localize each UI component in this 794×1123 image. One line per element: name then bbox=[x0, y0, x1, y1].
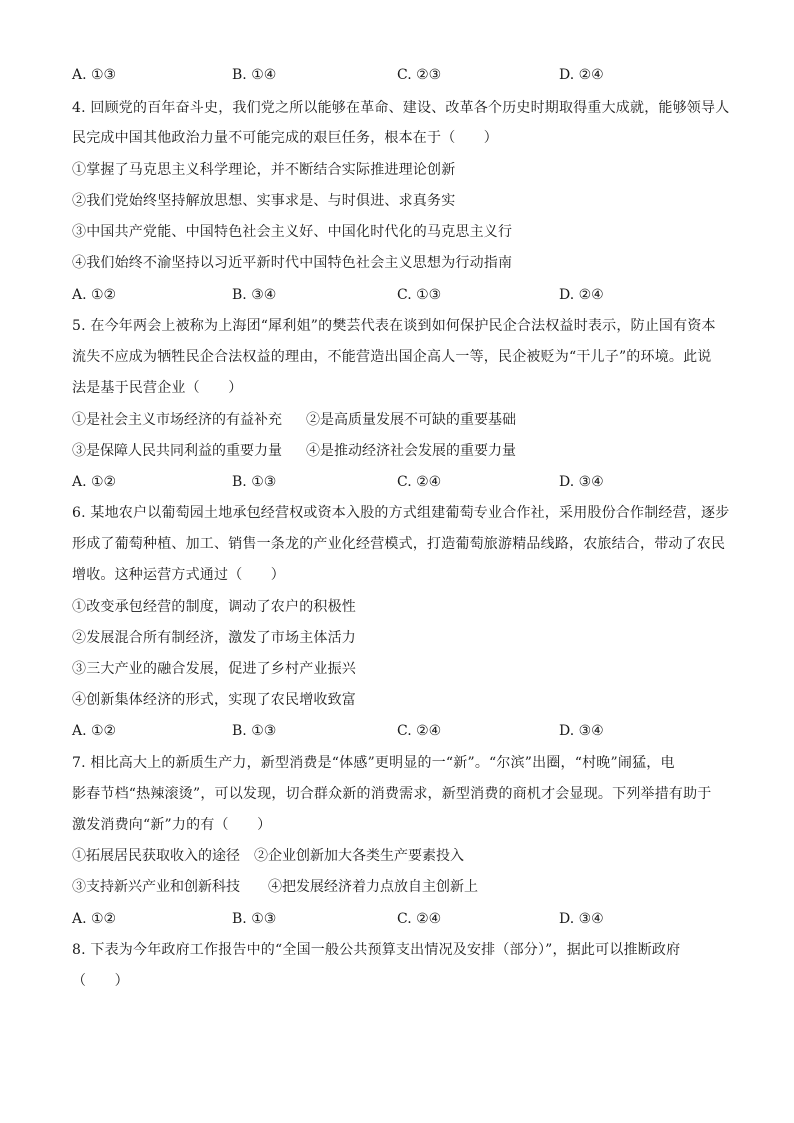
q3-option-b: B. ①④ bbox=[232, 67, 277, 83]
q7-items-row-2 bbox=[72, 877, 722, 897]
q6-stem-line-2: 形成了葡萄种植、加工、销售一条龙的产业化经营模式，打造葡萄旅游精品线路，农旅结合，带动了农民 bbox=[72, 536, 726, 552]
q6-option-a: A. ①② bbox=[72, 723, 117, 739]
q5-option-d: D. ③④ bbox=[559, 474, 604, 490]
q4-option-b: B. ③④ bbox=[232, 287, 277, 303]
q6-item-3: ③三大产业的融合发展，促进了乡村产业振兴 bbox=[72, 661, 356, 677]
q6-item-1: ①改变承包经营的制度，调动了农户的积极性 bbox=[72, 599, 356, 615]
q7-option-c: C. ②④ bbox=[397, 911, 442, 927]
q4-options bbox=[72, 285, 722, 305]
q4-option-c: C. ①③ bbox=[397, 287, 442, 303]
q4-option-a: A. ①② bbox=[72, 287, 117, 303]
q6-option-b: B. ①③ bbox=[232, 723, 277, 739]
q5-option-a: A. ①② bbox=[72, 474, 117, 490]
q5-option-c: C. ②④ bbox=[397, 474, 442, 490]
q5-item-4: ④是推动经济社会发展的重要力量 bbox=[306, 443, 516, 459]
q8-stem-line-1: 8. 下表为今年政府工作报告中的“全国一般公共预算支出情况及安排（部分）”，据此可以推断政府 bbox=[72, 942, 681, 958]
q5-stem-line-2: 流失不应成为牺牲民企合法权益的理由，不能营造出国企高人一等，民企被贬为“干儿子”的环境。此说 bbox=[72, 349, 712, 365]
q7-item-2: ②企业创新加大各类生产要素投入 bbox=[254, 848, 464, 864]
q4-stem-line-1: 4. 回顾党的百年奋斗史，我们党之所以能够在革命、建设、改革各个历史时期取得重大成就，能够领导人 bbox=[72, 100, 730, 116]
q5-options bbox=[72, 472, 722, 492]
q5-items-row-2 bbox=[72, 441, 722, 461]
q4-item-4: ④我们始终不渝坚持以习近平新时代中国特色社会主义思想为行动指南 bbox=[72, 255, 513, 271]
q7-items-row-1 bbox=[72, 846, 722, 866]
q5-item-1: ①是社会主义市场经济的有益补充 bbox=[72, 412, 282, 428]
q6-item-4: ④创新集体经济的形式，实现了农民增收致富 bbox=[72, 692, 356, 708]
q5-stem-line-3: 法是基于民营企业（ ） bbox=[72, 380, 243, 396]
q6-option-d: D. ③④ bbox=[559, 723, 604, 739]
q7-item-4: ④把发展经济着力点放自主创新上 bbox=[268, 879, 478, 895]
q5-item-2: ②是高质量发展不可缺的重要基础 bbox=[306, 412, 516, 428]
q4-item-3: ③中国共产党能、中国特色社会主义好、中国化时代化的马克思主义行 bbox=[72, 224, 513, 240]
q4-item-1: ①掌握了马克思主义科学理论，并不断结合实际推进理论创新 bbox=[72, 162, 456, 178]
q3-options bbox=[72, 65, 722, 85]
q5-items-row-1 bbox=[72, 410, 722, 430]
q8-stem-line-2: （ ） bbox=[72, 973, 129, 989]
q4-option-d: D. ②④ bbox=[559, 287, 604, 303]
q6-option-c: C. ②④ bbox=[397, 723, 442, 739]
q7-item-3: ③支持新兴产业和创新科技 bbox=[72, 879, 240, 895]
q7-options bbox=[72, 909, 722, 929]
q5-option-b: B. ①③ bbox=[232, 474, 277, 490]
q6-item-2: ②发展混合所有制经济，激发了市场主体活力 bbox=[72, 630, 356, 646]
q6-options bbox=[72, 721, 722, 741]
q7-stem-line-3: 激发消费向“新”力的有（ ） bbox=[72, 817, 272, 833]
q4-stem-line-2: 民完成中国其他政治力量不可能完成的艰巨任务，根本在于（ ） bbox=[72, 130, 498, 146]
q7-stem-line-2: 影春节档“热辣滚烫”，可以发现，切合群众新的消费需求，新型消费的商机才会显现。下列举措有助于 bbox=[72, 786, 712, 802]
q5-item-3: ③是保障人民共同利益的重要力量 bbox=[72, 443, 282, 459]
q3-option-d: D. ②④ bbox=[559, 67, 604, 83]
q7-option-d: D. ③④ bbox=[559, 911, 604, 927]
q7-stem-line-1: 7. 相比高大上的新质生产力，新型消费是“体感”更明显的一“新”。“尔滨”出圈，“村晚”闹猛，电 bbox=[72, 755, 675, 771]
q7-option-b: B. ①③ bbox=[232, 911, 277, 927]
q6-stem-line-3: 增收。这种运营方式通过（ ） bbox=[72, 567, 285, 583]
q3-option-c: C. ②③ bbox=[397, 67, 442, 83]
q5-stem-line-1: 5. 在今年两会上被称为上海团“犀利姐”的樊芸代表在谈到如何保护民企合法权益时表示，防止国有资本 bbox=[72, 318, 716, 334]
q6-stem-line-1: 6. 某地农户以葡萄园土地承包经营权或资本入股的方式组建葡萄专业合作社，采用股份合作制经营，逐步 bbox=[72, 505, 730, 521]
q7-option-a: A. ①② bbox=[72, 911, 117, 927]
q4-item-2: ②我们党始终坚持解放思想、实事求是、与时俱进、求真务实 bbox=[72, 193, 456, 209]
q3-option-a: A. ①③ bbox=[72, 67, 117, 83]
q7-item-1: ①拓展居民获取收入的途径 bbox=[72, 848, 240, 864]
